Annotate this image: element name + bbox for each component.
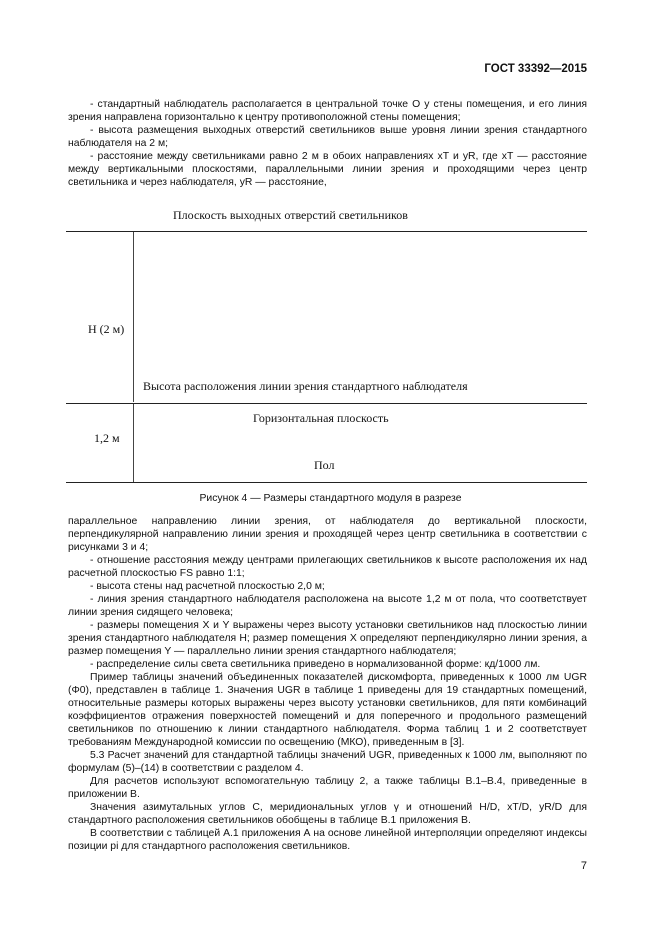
paragraph: - высота размещения выходных отверстий светильников выше уровня линии зрения стандартного наблюдателя на 2 м; (68, 125, 587, 149)
page-number: 7 (580, 860, 587, 872)
height-dimension-arrow (133, 232, 134, 402)
paragraph: параллельное направлению линии зрения, от наблюдателя до вертикальной плоскости, перпендикулярной направлению линии зрения и проходящей через центр светильника в соответствии с рисунками 3 и 4; (68, 516, 587, 553)
paragraph: - расстояние между светильниками равно 2 м в обоих направлениях xT и yR, где xT — расстояние между вертикальными плоскостями, параллельными линии зрения и проходящими через центр светильника и через наблюдателя, yR — расстояние, (68, 151, 587, 188)
paragraph: В соответствии с таблицей А.1 приложения А на основе линейной интерполяции определяют индексы позиции pi для стандартного расположения светильников. (68, 828, 587, 852)
eye-level-label: Высота расположения линии зрения стандартного наблюдателя (143, 379, 468, 393)
floor-label: Пол (314, 458, 335, 472)
eye-height-label: 1,2 м (94, 431, 120, 445)
luminaire-plane-label: Плоскость выходных отверстий светильников (173, 208, 408, 222)
horizontal-plane-label: Горизонтальная плоскость (253, 411, 389, 425)
paragraph: - размеры помещения X и Y выражены через высоту установки светильников над плоскостью линии зрения стандартного наблюдателя H; размер помещения X определяют перпендикулярно линии зрения, а размер помещения Y — параллельно линии зрения стандартного наблюдателя; (68, 620, 587, 657)
h-label: H (2 м) (88, 322, 125, 336)
paragraph: Для расчетов используют вспомогательную таблицу 2, а также таблицы В.1–В.4, приведенные в приложении В. (68, 776, 587, 800)
paragraph: - распределение силы света светильника приведено в нормализованной форме: кд/1000 лм. (90, 659, 541, 670)
top-text (68, 98, 587, 189)
paragraph: - отношение расстояния между центрами прилегающих светильников к высоте расположения их над расчетной плоскостью FS равно 1:1; (68, 555, 587, 579)
figure-caption: Рисунок 4 — Размеры стандартного модуля в разрезе (199, 493, 462, 504)
paragraph: Значения азимутальных углов C, меридиональных углов γ и отношений H/D, xT/D, yR/D для стандартного расположения светильников обобщены в таблице В.1 приложения В. (68, 802, 587, 826)
paragraph: 5.3 Расчет значений для стандартной таблицы значений UGR, приведенных к 1000 лм, выполняют по формулам (5)–(14) в соответствии с разделом 4. (68, 750, 587, 774)
floor-line (66, 482, 587, 483)
paragraph: - линия зрения стандартного наблюдателя расположена на высоте 1,2 м от пола, что соответствует линии зрения сидящего человека; (68, 594, 587, 618)
paragraph: Пример таблицы значений объединенных показателей дискомфорта, приведенных к 1000 лм UGR (Φ0), представлен в таблице 1. Значения UGR в таблице 1 приведены для 19 стандартных помещений, относительные размеры которых выражены через высоту установки светильников, для пяти комбинаций коэффициентов отражения поверхностей помещений и для поперечного и продольного размещений светильников по отношению к линии стандартного наблюдателя. Форма таблиц 1 и 2 соответствует требованиям Международной комиссии по освещению (МКО), приведенным в [3]. (68, 672, 587, 748)
eye-height-arrow (133, 404, 134, 482)
eye-level-line (66, 403, 587, 404)
document-id: ГОСТ 33392—2015 (484, 63, 587, 75)
paragraph: - высота стены над расчетной плоскостью 2,0 м; (90, 581, 325, 592)
luminaire-plane-line (66, 231, 587, 232)
bottom-text (68, 515, 587, 853)
paragraph: - стандартный наблюдатель располагается в центральной точке О у стены помещения, и его линия зрения направлена горизонтально к центру противоположной стены помещения; (68, 99, 587, 123)
